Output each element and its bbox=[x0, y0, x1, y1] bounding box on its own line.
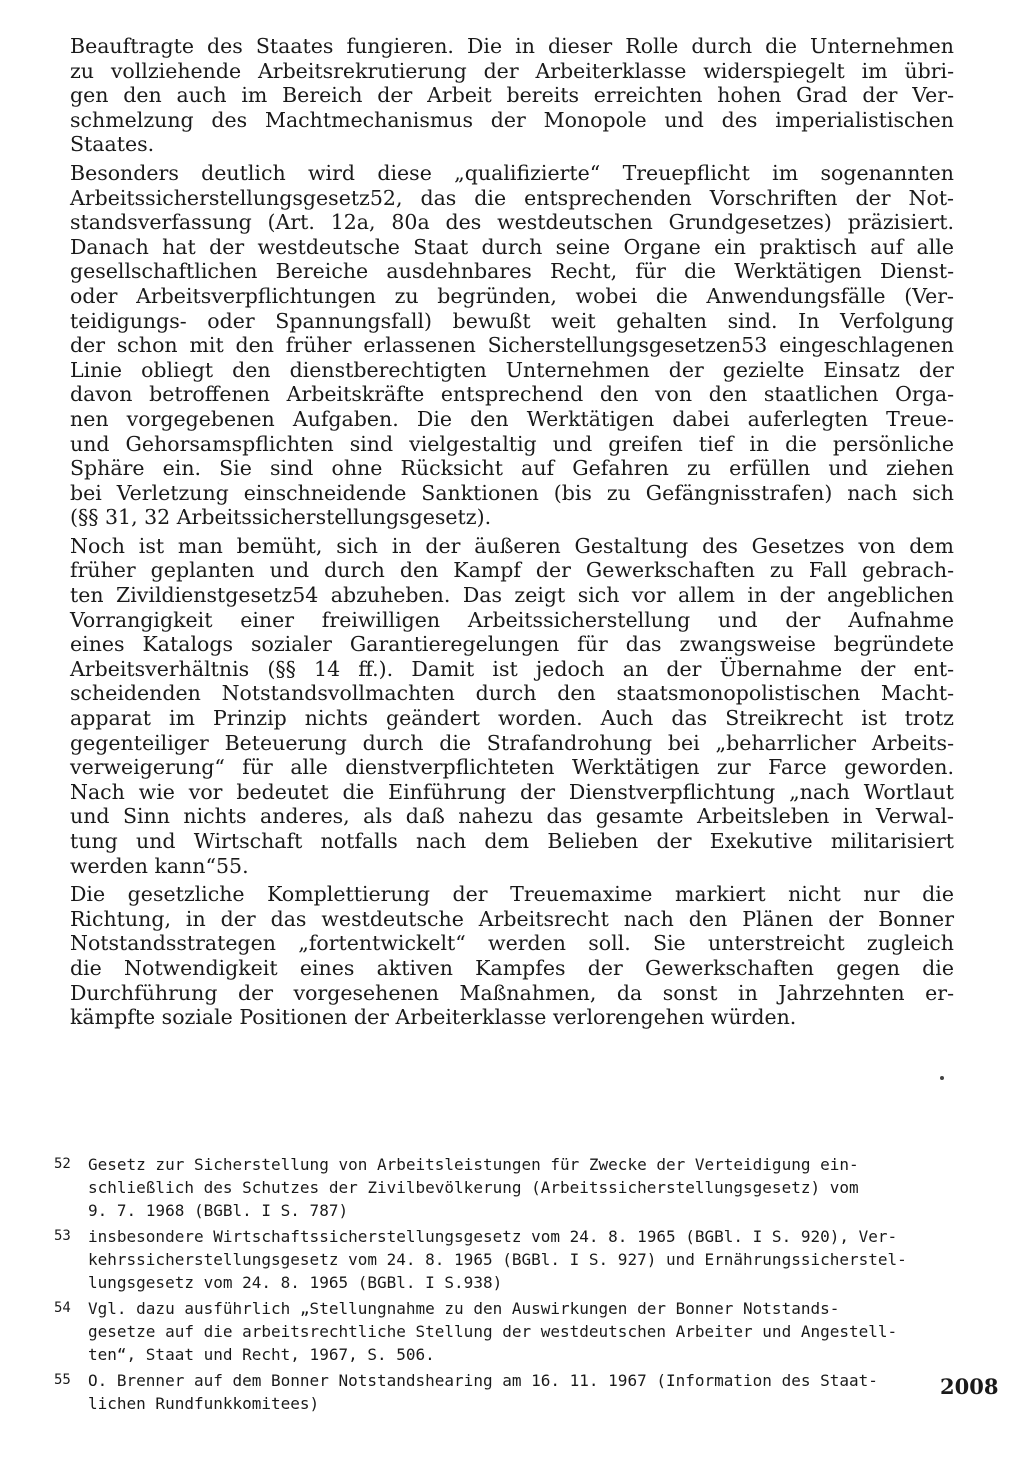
page-number: 2008 bbox=[940, 1374, 999, 1399]
footnote bbox=[54, 1153, 914, 1222]
text-line: Richtung, in der das westdeutsche Arbeitsrecht nach den Plänen der Bonner bbox=[70, 906, 954, 931]
text-line: Besonders deutlich wird diese „qualifizierte“ Treuepflicht im sogenannten bbox=[70, 160, 954, 185]
footnote-line: Vgl. dazu ausführlich „Stellungnahme zu den Auswirkungen der Bonner Notstands- bbox=[88, 1299, 840, 1318]
text-line: (§§ 31, 32 Arbeitssicherstellungsgesetz). bbox=[70, 505, 492, 530]
text-line: verweigerung“ für alle dienstverpflichteten Werktätigen zur Farce geworden. bbox=[70, 755, 954, 780]
text-line: teidigungs- oder Spannungsfall) bewußt weit gehalten sind. In Verfolgung bbox=[70, 308, 954, 333]
text-line: und Sinn nichts anderes, als daß nahezu das gesamte Arbeitsleben in Verwal- bbox=[70, 804, 954, 829]
footnote-line: gesetze auf die arbeitsrechtliche Stellung der westdeutschen Arbeiter und Angestell- bbox=[88, 1322, 898, 1341]
paragraph bbox=[70, 882, 954, 1030]
text-line: gegenteiliger Beteuerung durch die Strafandrohung bei „beharrlicher Arbeits- bbox=[70, 730, 954, 755]
ink-speck bbox=[940, 1076, 944, 1080]
text-line: die Notwendigkeit eines aktiven Kampfes der Gewerkschaften gegen die bbox=[70, 955, 954, 980]
text-line: oder Arbeitsverpflichtungen zu begründen, wobei die Anwendungsfälle (Ver- bbox=[70, 283, 954, 308]
text-line: Linie obliegt den dienstberechtigten Unternehmen der gezielte Einsatz der bbox=[70, 357, 954, 382]
footnote-line: Gesetz zur Sicherstellung von Arbeitsleistungen für Zwecke der Verteidigung ein- bbox=[88, 1155, 859, 1174]
text-line: Danach hat der westdeutsche Staat durch seine Organe ein praktisch auf alle bbox=[70, 234, 954, 259]
text-line: bei Verletzung einschneidende Sanktionen (bis zu Gefängnisstrafen) nach sich bbox=[70, 480, 954, 505]
footnote-number: 52 bbox=[54, 1156, 71, 1172]
footnote-number: 53 bbox=[54, 1228, 71, 1244]
footnote bbox=[54, 1369, 914, 1415]
text-line: scheidenden Notstandsvollmachten durch den staatsmonopolistischen Macht- bbox=[70, 681, 954, 706]
footnote-number: 54 bbox=[54, 1300, 71, 1316]
text-line: früher geplanten und durch den Kampf der Gewerkschaften zu Fall gebrach- bbox=[70, 558, 954, 583]
paragraph bbox=[70, 534, 954, 878]
footnote bbox=[54, 1225, 914, 1294]
text-line: Noch ist man bemüht, sich in der äußeren Gestaltung des Gesetzes von dem bbox=[70, 533, 954, 558]
paragraph bbox=[70, 161, 954, 530]
text-line: und Gehorsamspflichten sind vielgestaltig und greifen tief in die persönliche bbox=[70, 431, 954, 456]
text-line: tung und Wirtschaft notfalls nach dem Belieben der Exekutive militarisiert bbox=[70, 829, 954, 853]
footnote-line: O. Brenner auf dem Bonner Notstandshearing am 16. 11. 1967 (Information des Staat- bbox=[88, 1371, 878, 1390]
footnote-number: 55 bbox=[54, 1372, 71, 1388]
text-line: zu vollziehende Arbeitsrekrutierung der Arbeiterklasse widerspiegelt im übri- bbox=[70, 58, 954, 83]
text-line: apparat im Prinzip nichts geändert worden. Auch das Streikrecht ist trotz bbox=[70, 706, 954, 731]
text-line: Vorrangigkeit einer freiwilligen Arbeitssicherstellung und der Aufnahme bbox=[70, 607, 954, 632]
footnote-line: schließlich des Schutzes der Zivilbevölkerung (Arbeitssicherstellungsgesetz) vom bbox=[88, 1178, 859, 1197]
text-line: standsverfassung (Art. 12a, 80a des westdeutschen Grundgesetzes) präzisiert. bbox=[70, 210, 954, 235]
text-line: Sphäre ein. Sie sind ohne Rücksicht auf Gefahren zu erfüllen und ziehen bbox=[70, 456, 954, 481]
text-line: der schon mit den früher erlassenen Sicherstellungsgesetzen53 eingeschlagenen bbox=[70, 333, 954, 358]
text-line: gesellschaftlichen Bereiche ausdehnbares Recht, für die Werktätigen Dienst- bbox=[70, 259, 954, 284]
text-line: ten Zivildienstgesetz54 abzuheben. Das zeigt sich vor allem in der angeblichen bbox=[70, 583, 954, 608]
text-line: Durchführung der vorgesehenen Maßnahmen, da sonst in Jahrzehnten er- bbox=[70, 980, 954, 1005]
text-line: Die gesetzliche Komplettierung der Treuemaxime markiert nicht nur die bbox=[70, 882, 954, 907]
text-line: nen vorgegebenen Aufgaben. Die den Werktätigen dabei auferlegten Treue- bbox=[70, 406, 954, 431]
footnote-line: lungsgesetz vom 24. 8. 1965 (BGBl. I S.938) bbox=[88, 1273, 503, 1292]
text-line: Arbeitssicherstellungsgesetz52, das die entsprechenden Vorschriften der Not- bbox=[70, 185, 954, 210]
text-line: schmelzung des Machtmechanismus der Monopole und des imperialistischen bbox=[70, 107, 954, 132]
footnote-line: 9. 7. 1968 (BGBl. I S. 787) bbox=[88, 1201, 349, 1220]
text-line: Beauftragte des Staates fungieren. Die in dieser Rolle durch die Unternehmen bbox=[70, 34, 954, 58]
text-line: Nach wie vor bedeutet die Einführung der Dienstverpflichtung „nach Wortlaut bbox=[70, 779, 954, 804]
paragraph bbox=[70, 34, 954, 157]
footnote-list bbox=[54, 1153, 914, 1418]
footnote-line: kehrssicherstellungsgesetz vom 24. 8. 1965 (BGBl. I S. 927) und Ernährungssicherstel- bbox=[88, 1250, 907, 1269]
text-line: eines Katalogs sozialer Garantieregelungen für das zwangsweise begründete bbox=[70, 632, 954, 657]
text-line: werden kann“55. bbox=[70, 853, 249, 878]
footnote-line: insbesondere Wirtschaftssicherstellungsgesetz vom 24. 8. 1965 (BGBl. I S. 920), Ver- bbox=[88, 1227, 898, 1246]
footnote-line: ten“, Staat und Recht, 1967, S. 506. bbox=[88, 1345, 435, 1364]
text-line: Arbeitsverhältnis (§§ 14 ff.). Damit ist jedoch an der Übernahme der ent- bbox=[70, 656, 954, 681]
text-line: Staates. bbox=[70, 132, 155, 157]
text-line: Notstandsstrategen „fortentwickelt“ werden soll. Sie unterstreicht zugleich bbox=[70, 931, 954, 956]
text-line: davon betroffenen Arbeitskräfte entsprechend den von den staatlichen Orga- bbox=[70, 382, 954, 407]
body-text bbox=[70, 34, 954, 1034]
text-line: kämpfte soziale Positionen der Arbeiterklasse verlorengehen würden. bbox=[70, 1005, 797, 1030]
text-line: gen den auch im Bereich der Arbeit bereits erreichten hohen Grad der Ver- bbox=[70, 83, 954, 108]
footnote bbox=[54, 1297, 914, 1366]
footnote-line: lichen Rundfunkkomitees) bbox=[88, 1394, 320, 1413]
